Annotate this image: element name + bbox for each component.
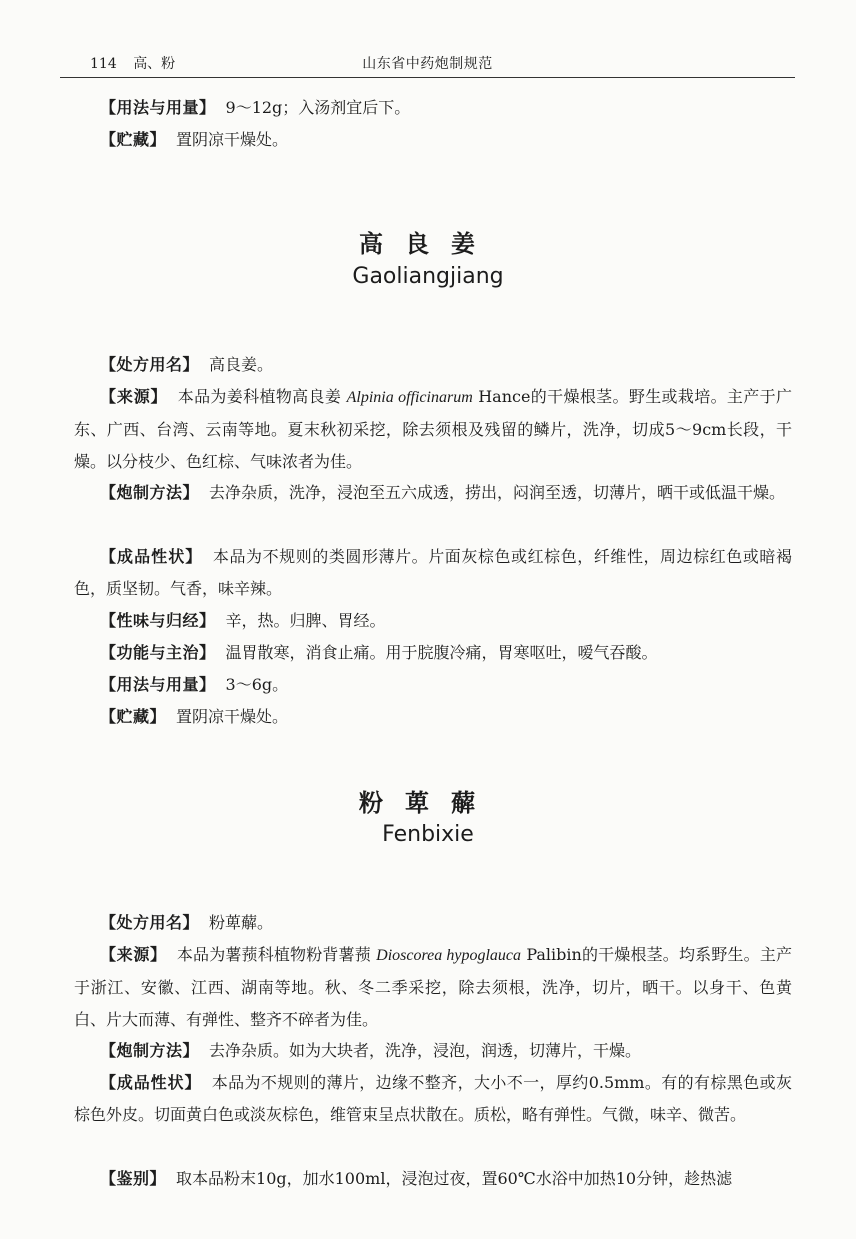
entry1-function-text: 温胃散寒，消食止痛。用于脘腹冷痛，胃寒呕吐，嗳气吞酸。 <box>225 643 658 662</box>
entry1-source-label: 【来源】 <box>100 387 168 406</box>
entry1-source-latin: Alpinia officinarum <box>346 389 473 406</box>
prev-usage-text: 9～12g；入汤剂宜后下。 <box>225 98 411 117</box>
entry2-source-text-1: 本品为薯蓣科植物粉背薯蓣 <box>176 945 371 964</box>
entry1-rx-name-paragraph <box>74 349 792 381</box>
entry2-appearance-label: 【成品性状】 <box>100 1073 202 1092</box>
entry2-pinyin: Fenbixie <box>382 822 474 847</box>
entry1-processing-paragraph <box>74 477 792 509</box>
entry2-source-latin: Dioscorea hypoglauca <box>376 947 522 964</box>
entry1-storage-label: 【贮藏】 <box>100 707 167 726</box>
entry1-function-label: 【功能与主治】 <box>100 643 216 662</box>
entry2-rx-name-label: 【处方用名】 <box>100 913 200 932</box>
entry2-source-text-2: Palibin的干燥根茎。均系野生。主产于浙江、安徽、江西、湖南等地。秋、冬二季采挖，除去须根，洗净，切片，晒干。以身干、色黄白、片大而薄、有弹性、整齐不碎者为佳。 <box>74 945 792 1029</box>
prev-storage-text: 置阴凉干燥处。 <box>176 130 289 149</box>
prev-usage-paragraph <box>74 92 792 124</box>
entry1-appearance-text: 本品为不规则的类圆形薄片。片面灰棕色或红棕色，纤维性，周边棕红色或暗褐色，质坚韧。气香，味辛辣。 <box>74 547 792 598</box>
entry1-rx-name-text: 高良姜。 <box>209 355 274 374</box>
entry2-source-paragraph <box>74 939 792 1036</box>
entry1-processing-label: 【炮制方法】 <box>100 483 200 502</box>
entry2-rx-name-text: 粉萆薢。 <box>209 913 274 932</box>
entry1-source-text-1: 本品为姜科植物高良姜 <box>177 387 342 406</box>
entry1-usage-label: 【用法与用量】 <box>100 675 216 694</box>
prev-usage-label: 【用法与用量】 <box>100 98 216 117</box>
entry1-source-paragraph <box>74 381 792 478</box>
entry1-nature-text: 辛，热。归脾、胃经。 <box>225 611 386 630</box>
entry2-appearance-paragraph <box>74 1067 792 1131</box>
entry1-processing-text: 去净杂质，洗净，浸泡至五六成透，捞出，闷润至透，切薄片，晒干或低温干燥。 <box>209 483 786 502</box>
entry1-title: 高良姜 <box>359 230 497 258</box>
header-rule <box>60 77 795 78</box>
entry1-usage-text: 3～6g。 <box>225 675 289 694</box>
prev-storage-paragraph <box>74 124 792 156</box>
page-header <box>60 50 795 80</box>
entry2-title: 粉萆薢 <box>359 789 497 817</box>
prev-storage-label: 【贮藏】 <box>100 130 167 149</box>
entry1-rx-name-label: 【处方用名】 <box>100 355 200 374</box>
entry1-storage-paragraph <box>74 701 792 733</box>
entry1-storage-text: 置阴凉干燥处。 <box>176 707 289 726</box>
entry2-processing-text: 去净杂质。如为大块者，洗净，浸泡，润透，切薄片，干燥。 <box>209 1041 642 1060</box>
entry1-appearance-label: 【成品性状】 <box>100 547 203 566</box>
entry2-source-label: 【来源】 <box>100 945 167 964</box>
page-number: 114 <box>90 56 117 72</box>
entry2-processing-label: 【炮制方法】 <box>100 1041 200 1060</box>
entry2-processing-paragraph <box>74 1035 792 1067</box>
entry1-appearance-paragraph <box>74 541 792 605</box>
entry1-pinyin: Gaoliangjiang <box>352 264 504 289</box>
entry1-nature-paragraph <box>74 605 792 637</box>
entry1-source-text-2: Hance的干燥根茎。野生或栽培。主产于广东、广西、台湾、云南等地。夏末秋初采挖，除去须根及残留的鳞片，洗净，切成5～9cm长段，干燥。以分枝少、色红棕、气味浓者为佳。 <box>74 387 792 471</box>
entry2-rx-name-paragraph <box>74 907 792 939</box>
entry2-identification-paragraph <box>74 1163 792 1195</box>
entry1-nature-label: 【性味与归经】 <box>100 611 216 630</box>
entry2-appearance-text: 本品为不规则的薄片，边缘不整齐，大小不一，厚约0.5mm。有的有棕黑色或灰棕色外皮。切面黄白色或淡灰棕色，维管束呈点状散在。质松，略有弹性。气微，味辛、微苦。 <box>74 1073 792 1124</box>
entry2-identification-text: 取本品粉末10g，加水100ml，浸泡过夜，置60℃水浴中加热10分钟，趁热滤 <box>176 1169 733 1188</box>
entry2-identification-label: 【鉴别】 <box>100 1169 167 1188</box>
book-title: 山东省中药炮制规范 <box>362 56 493 72</box>
header-section: 高、粉 <box>133 56 176 72</box>
entry1-function-paragraph <box>74 637 792 669</box>
entry1-usage-paragraph <box>74 669 792 701</box>
